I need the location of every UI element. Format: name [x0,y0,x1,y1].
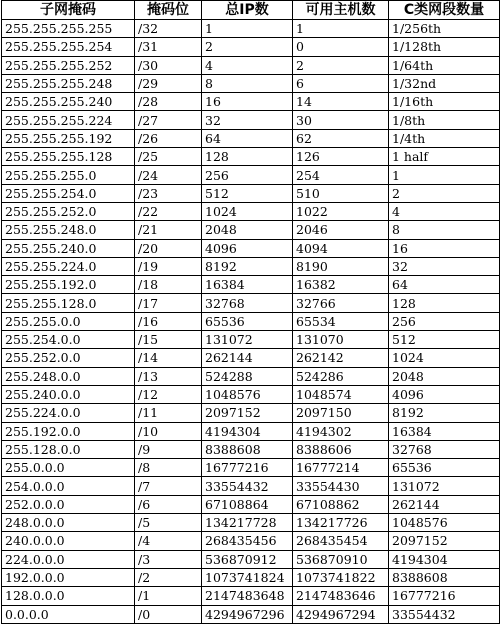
cell-subnet-mask: 255.255.255.255 [2,20,135,38]
cell-usable-hosts: 8388606 [293,440,389,458]
cell-mask-bits: /26 [135,129,202,147]
cell-total-ips: 67108864 [202,495,293,513]
table-row [2,93,500,111]
cell-usable-hosts: 2 [293,56,389,74]
cell-total-ips: 2097152 [202,404,293,422]
cell-total-ips: 32768 [202,294,293,312]
cell-usable-hosts: 67108862 [293,495,389,513]
cell-class-c-count: 8 [389,221,500,239]
cell-mask-bits: /10 [135,422,202,440]
cell-class-c-count: 128 [389,294,500,312]
cell-subnet-mask: 224.0.0.0 [2,550,135,568]
cell-total-ips: 4294967296 [202,605,293,623]
cell-total-ips: 4194304 [202,422,293,440]
cell-total-ips: 2048 [202,221,293,239]
table-body [2,20,500,624]
cell-total-ips: 131072 [202,331,293,349]
cell-total-ips: 1048576 [202,385,293,403]
cell-usable-hosts: 16382 [293,276,389,294]
cell-subnet-mask: 255.255.255.0 [2,166,135,184]
cell-total-ips: 1 [202,20,293,38]
cell-total-ips: 256 [202,166,293,184]
cell-mask-bits: /27 [135,111,202,129]
cell-usable-hosts: 4194302 [293,422,389,440]
cell-usable-hosts: 131070 [293,331,389,349]
table-row [2,367,500,385]
cell-total-ips: 33554432 [202,477,293,495]
cell-subnet-mask: 255.255.252.0 [2,202,135,220]
cell-subnet-mask: 255.128.0.0 [2,440,135,458]
cell-subnet-mask: 240.0.0.0 [2,532,135,550]
table-row [2,202,500,220]
cell-class-c-count: 256 [389,312,500,330]
cell-mask-bits: /9 [135,440,202,458]
table-row [2,349,500,367]
header-row [2,1,500,20]
cell-subnet-mask: 255.255.240.0 [2,239,135,257]
cell-subnet-mask: 255.255.255.192 [2,129,135,147]
cell-mask-bits: /16 [135,312,202,330]
cell-mask-bits: /6 [135,495,202,513]
cell-class-c-count: 2 [389,184,500,202]
cell-class-c-count: 1048576 [389,514,500,532]
cell-mask-bits: /8 [135,459,202,477]
cell-usable-hosts: 4094 [293,239,389,257]
table-row [2,514,500,532]
cell-mask-bits: /18 [135,276,202,294]
cell-mask-bits: /3 [135,550,202,568]
cell-total-ips: 128 [202,148,293,166]
cell-class-c-count: 1 [389,166,500,184]
cell-usable-hosts: 2046 [293,221,389,239]
cell-mask-bits: /25 [135,148,202,166]
cell-mask-bits: /2 [135,568,202,586]
cell-total-ips: 262144 [202,349,293,367]
cell-usable-hosts: 6 [293,74,389,92]
cell-class-c-count: 16777216 [389,587,500,605]
cell-subnet-mask: 192.0.0.0 [2,568,135,586]
cell-subnet-mask: 255.248.0.0 [2,367,135,385]
cell-mask-bits: /5 [135,514,202,532]
cell-class-c-count: 512 [389,331,500,349]
cell-class-c-count: 1/256th [389,20,500,38]
cell-total-ips: 4096 [202,239,293,257]
cell-mask-bits: /23 [135,184,202,202]
cell-usable-hosts: 510 [293,184,389,202]
cell-usable-hosts: 126 [293,148,389,166]
cell-class-c-count: 4 [389,202,500,220]
table-row [2,477,500,495]
cell-subnet-mask: 128.0.0.0 [2,587,135,605]
table-row [2,166,500,184]
cell-total-ips: 16384 [202,276,293,294]
cell-subnet-mask: 255.255.224.0 [2,257,135,275]
table-row [2,422,500,440]
cell-class-c-count: 4194304 [389,550,500,568]
table-row [2,550,500,568]
table-row [2,495,500,513]
table-row [2,605,500,623]
cell-mask-bits: /31 [135,38,202,56]
cell-usable-hosts: 2147483646 [293,587,389,605]
table-row [2,385,500,403]
cell-mask-bits: /28 [135,93,202,111]
table-row [2,148,500,166]
cell-usable-hosts: 524286 [293,367,389,385]
cell-mask-bits: /15 [135,331,202,349]
cell-usable-hosts: 268435454 [293,532,389,550]
table-row [2,129,500,147]
cell-usable-hosts: 536870910 [293,550,389,568]
cell-total-ips: 1024 [202,202,293,220]
cell-usable-hosts: 1048574 [293,385,389,403]
cell-usable-hosts: 65534 [293,312,389,330]
cell-mask-bits: /0 [135,605,202,623]
table-row [2,257,500,275]
cell-total-ips: 134217728 [202,514,293,532]
cell-usable-hosts: 32766 [293,294,389,312]
table-row [2,74,500,92]
cell-total-ips: 8192 [202,257,293,275]
cell-total-ips: 268435456 [202,532,293,550]
cell-usable-hosts: 0 [293,38,389,56]
cell-class-c-count: 8192 [389,404,500,422]
cell-subnet-mask: 255.254.0.0 [2,331,135,349]
cell-class-c-count: 1/32nd [389,74,500,92]
cell-mask-bits: /17 [135,294,202,312]
cell-subnet-mask: 255.224.0.0 [2,404,135,422]
cell-mask-bits: /13 [135,367,202,385]
cell-subnet-mask: 255.240.0.0 [2,385,135,403]
table-row [2,404,500,422]
cell-subnet-mask: 255.255.128.0 [2,294,135,312]
table-row [2,459,500,477]
header-class-c-count: C类网段数量 [389,1,500,20]
subnet-mask-table [1,0,500,624]
cell-subnet-mask: 0.0.0.0 [2,605,135,623]
cell-usable-hosts: 1 [293,20,389,38]
cell-total-ips: 2 [202,38,293,56]
cell-mask-bits: /7 [135,477,202,495]
cell-class-c-count: 1/64th [389,56,500,74]
cell-usable-hosts: 16777214 [293,459,389,477]
cell-usable-hosts: 1073741822 [293,568,389,586]
cell-subnet-mask: 255.255.0.0 [2,312,135,330]
cell-usable-hosts: 254 [293,166,389,184]
cell-mask-bits: /29 [135,74,202,92]
table-row [2,38,500,56]
cell-class-c-count: 32 [389,257,500,275]
cell-subnet-mask: 255.255.255.254 [2,38,135,56]
cell-subnet-mask: 255.255.192.0 [2,276,135,294]
cell-usable-hosts: 30 [293,111,389,129]
cell-mask-bits: /32 [135,20,202,38]
cell-subnet-mask: 255.255.255.224 [2,111,135,129]
cell-subnet-mask: 252.0.0.0 [2,495,135,513]
cell-total-ips: 2147483648 [202,587,293,605]
cell-class-c-count: 2048 [389,367,500,385]
table-header [2,1,500,20]
cell-mask-bits: /24 [135,166,202,184]
cell-total-ips: 512 [202,184,293,202]
cell-class-c-count: 4096 [389,385,500,403]
table-row [2,312,500,330]
cell-mask-bits: /14 [135,349,202,367]
header-total-ips: 总IP数 [202,1,293,20]
cell-class-c-count: 32768 [389,440,500,458]
cell-subnet-mask: 255.255.255.240 [2,93,135,111]
cell-subnet-mask: 248.0.0.0 [2,514,135,532]
table-row [2,184,500,202]
cell-class-c-count: 2097152 [389,532,500,550]
cell-subnet-mask: 255.0.0.0 [2,459,135,477]
table-row [2,56,500,74]
cell-class-c-count: 33554432 [389,605,500,623]
table-row [2,331,500,349]
cell-subnet-mask: 255.255.255.128 [2,148,135,166]
cell-usable-hosts: 134217726 [293,514,389,532]
cell-class-c-count: 1/8th [389,111,500,129]
table-row [2,239,500,257]
cell-mask-bits: /1 [135,587,202,605]
cell-usable-hosts: 8190 [293,257,389,275]
table-row [2,294,500,312]
table-row [2,532,500,550]
cell-total-ips: 16 [202,93,293,111]
cell-class-c-count: 1/4th [389,129,500,147]
cell-class-c-count: 65536 [389,459,500,477]
cell-usable-hosts: 262142 [293,349,389,367]
header-mask-bits: 掩码位 [135,1,202,20]
cell-class-c-count: 262144 [389,495,500,513]
cell-total-ips: 64 [202,129,293,147]
cell-usable-hosts: 62 [293,129,389,147]
cell-usable-hosts: 1022 [293,202,389,220]
cell-mask-bits: /30 [135,56,202,74]
cell-mask-bits: /12 [135,385,202,403]
cell-class-c-count: 1/16th [389,93,500,111]
cell-class-c-count: 1 half [389,148,500,166]
cell-class-c-count: 64 [389,276,500,294]
cell-subnet-mask: 255.255.254.0 [2,184,135,202]
table-row [2,587,500,605]
cell-mask-bits: /22 [135,202,202,220]
cell-class-c-count: 1024 [389,349,500,367]
cell-class-c-count: 1/128th [389,38,500,56]
cell-class-c-count: 16 [389,239,500,257]
cell-mask-bits: /20 [135,239,202,257]
cell-usable-hosts: 2097150 [293,404,389,422]
cell-total-ips: 4 [202,56,293,74]
table-row [2,20,500,38]
cell-usable-hosts: 14 [293,93,389,111]
cell-mask-bits: /19 [135,257,202,275]
cell-class-c-count: 16384 [389,422,500,440]
cell-total-ips: 1073741824 [202,568,293,586]
table-row [2,111,500,129]
table-row [2,276,500,294]
header-usable-hosts: 可用主机数 [293,1,389,20]
cell-usable-hosts: 33554430 [293,477,389,495]
cell-subnet-mask: 255.252.0.0 [2,349,135,367]
cell-total-ips: 8 [202,74,293,92]
cell-subnet-mask: 255.255.248.0 [2,221,135,239]
cell-total-ips: 8388608 [202,440,293,458]
cell-class-c-count: 8388608 [389,568,500,586]
cell-total-ips: 524288 [202,367,293,385]
cell-mask-bits: /11 [135,404,202,422]
cell-total-ips: 32 [202,111,293,129]
table-row [2,568,500,586]
cell-class-c-count: 131072 [389,477,500,495]
cell-total-ips: 536870912 [202,550,293,568]
cell-mask-bits: /4 [135,532,202,550]
table-row [2,221,500,239]
cell-subnet-mask: 254.0.0.0 [2,477,135,495]
table-row [2,440,500,458]
cell-total-ips: 16777216 [202,459,293,477]
cell-subnet-mask: 255.255.255.252 [2,56,135,74]
cell-total-ips: 65536 [202,312,293,330]
cell-usable-hosts: 4294967294 [293,605,389,623]
cell-subnet-mask: 255.255.255.248 [2,74,135,92]
cell-mask-bits: /21 [135,221,202,239]
header-subnet-mask: 子网掩码 [2,1,135,20]
cell-subnet-mask: 255.192.0.0 [2,422,135,440]
